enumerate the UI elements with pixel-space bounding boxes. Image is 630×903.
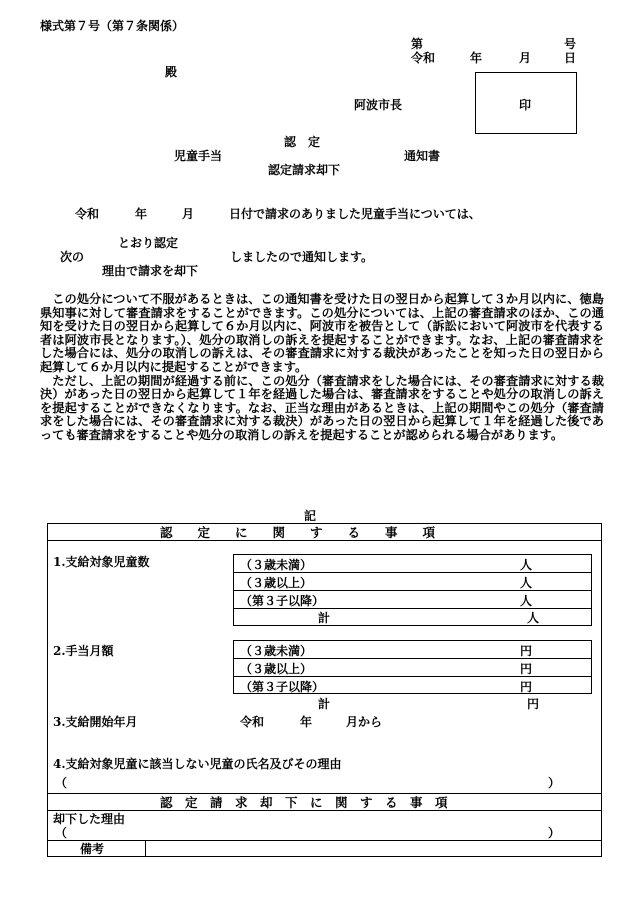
mayor-name: 阿波市長 — [354, 98, 403, 112]
divider — [47, 810, 602, 811]
item2-row-unit: 円 — [520, 680, 533, 694]
item4-label: 4.支給対象児童に該当しない児童の氏名及びその理由 — [53, 757, 342, 771]
title-option-reject: 認定請求却下 — [268, 163, 341, 177]
section-certify-heading: 認 定 に 関 す る 事 項 — [160, 525, 436, 540]
item4-paren-open: （ — [55, 776, 68, 790]
reject-paren-open: （ — [55, 826, 68, 840]
intro-tail: しましたので通知します。 — [230, 250, 374, 264]
item2-row-label: （第３子以降） — [240, 680, 325, 694]
title-option-certify: 認 定 — [284, 135, 321, 149]
seal-mark: 印 — [519, 98, 532, 112]
item2-label: 2.手当月額 — [53, 644, 114, 658]
intro-next: 次の — [60, 250, 85, 264]
date-month: 月 — [519, 51, 532, 65]
date-era: 令和 — [411, 51, 436, 65]
divider — [47, 840, 602, 841]
item2-total-label: 計 — [318, 697, 331, 711]
intro-era: 令和 — [75, 207, 100, 221]
section-reject-heading: 認 定 請 求 却 下 に 関 す る 事 項 — [160, 795, 448, 810]
item1-row-divider — [233, 608, 592, 609]
intro-option-certify: とおり認定 — [118, 236, 179, 250]
intro-month: 月 — [182, 207, 195, 221]
item2-row-unit: 円 — [520, 662, 533, 676]
item1-row-unit: 人 — [520, 558, 533, 572]
item1-row-unit: 人 — [520, 576, 533, 590]
item1-total-label: 計 — [318, 611, 331, 625]
item2-row-divider — [233, 658, 592, 659]
item1-row-unit: 人 — [520, 594, 533, 608]
item1-row-label: （３歳未満） — [240, 558, 313, 572]
divider — [47, 793, 602, 794]
item1-row-label: （３歳以上） — [240, 576, 313, 590]
date-day: 日 — [564, 51, 577, 65]
remarks-label: 備考 — [80, 842, 105, 856]
title-notice: 通知書 — [404, 149, 441, 163]
divider — [47, 540, 602, 541]
title-child-allowance: 児童手当 — [174, 149, 223, 163]
item3-era: 令和 — [240, 715, 265, 729]
item2-row-label: （３歳未満） — [240, 644, 313, 658]
intro-year: 年 — [135, 207, 148, 221]
appeal-notice-paragraph-1: この処分について不服があるときは、この通知書を受けた日の翌日から起算して３か月以内に、徳島県知事に対して審査請求をすることができます。この処分については、上記の審査請求のほか、この通知を受けた日の翌日から起算して６か月以内に、阿波市を被告として（訴訟において阿波市を代表する者は阿波市長となります。）、処分の取消しの訴えを提起することができます。なお、上記の審査請求をした場合には、処分の取消しの訴えは、その審査請求に対する裁決があったことを知った日の翌日から起算して６か月以内に提起することができます。 — [40, 292, 604, 374]
item2-row-unit: 円 — [520, 644, 533, 658]
appeal-notice — [40, 293, 604, 443]
item3-year: 年 — [300, 715, 313, 729]
item3-label: 3.支給開始年月 — [53, 715, 138, 729]
ki-label: 記 — [304, 509, 317, 523]
item1-label: 1.支給対象児童数 — [53, 555, 150, 569]
item1-row-divider — [233, 572, 592, 573]
item2-row-label: （３歳以上） — [240, 662, 313, 676]
item1-row-label: （第３子以降） — [240, 594, 325, 608]
date-year: 年 — [470, 51, 483, 65]
doc-number-suffix: 号 — [564, 37, 577, 51]
intro-text: 日付で請求のありました児童手当については、 — [229, 207, 481, 221]
appeal-notice-paragraph-2: ただし、上記の期間が経過する前に、この処分（審査請求をした場合には、その審査請求に対する裁決）があった日の翌日から起算して１年を経過した場合は、審査請求をすることや処分の取消しの訴えを提起することができなくなります。なお、正当な理由があるときは、上記の期間やこの処分（審査請求をした場合には、その審査請求に対する裁決）があった日の翌日から起算して１年を経過した後であっても審査請求をすることや処分の取消しの訴えを提起することが認められる場合があります。 — [40, 373, 604, 442]
form-number: 様式第７号（第７条関係） — [40, 19, 185, 33]
doc-number-prefix: 第 — [411, 37, 424, 51]
item1-row-divider — [233, 590, 592, 591]
reject-reason-label: 却下した理由 — [53, 812, 126, 826]
reject-paren-close: ） — [548, 826, 561, 840]
item4-paren-close: ） — [548, 776, 561, 790]
intro-option-reject: 理由で請求を却下 — [102, 264, 199, 278]
item2-total-unit: 円 — [527, 697, 540, 711]
addressee-honorific: 殿 — [165, 65, 178, 79]
item3-month-from: 月から — [346, 715, 383, 729]
item1-total-unit: 人 — [527, 611, 540, 625]
item2-row-divider — [233, 676, 592, 677]
remarks-divider — [145, 840, 146, 857]
